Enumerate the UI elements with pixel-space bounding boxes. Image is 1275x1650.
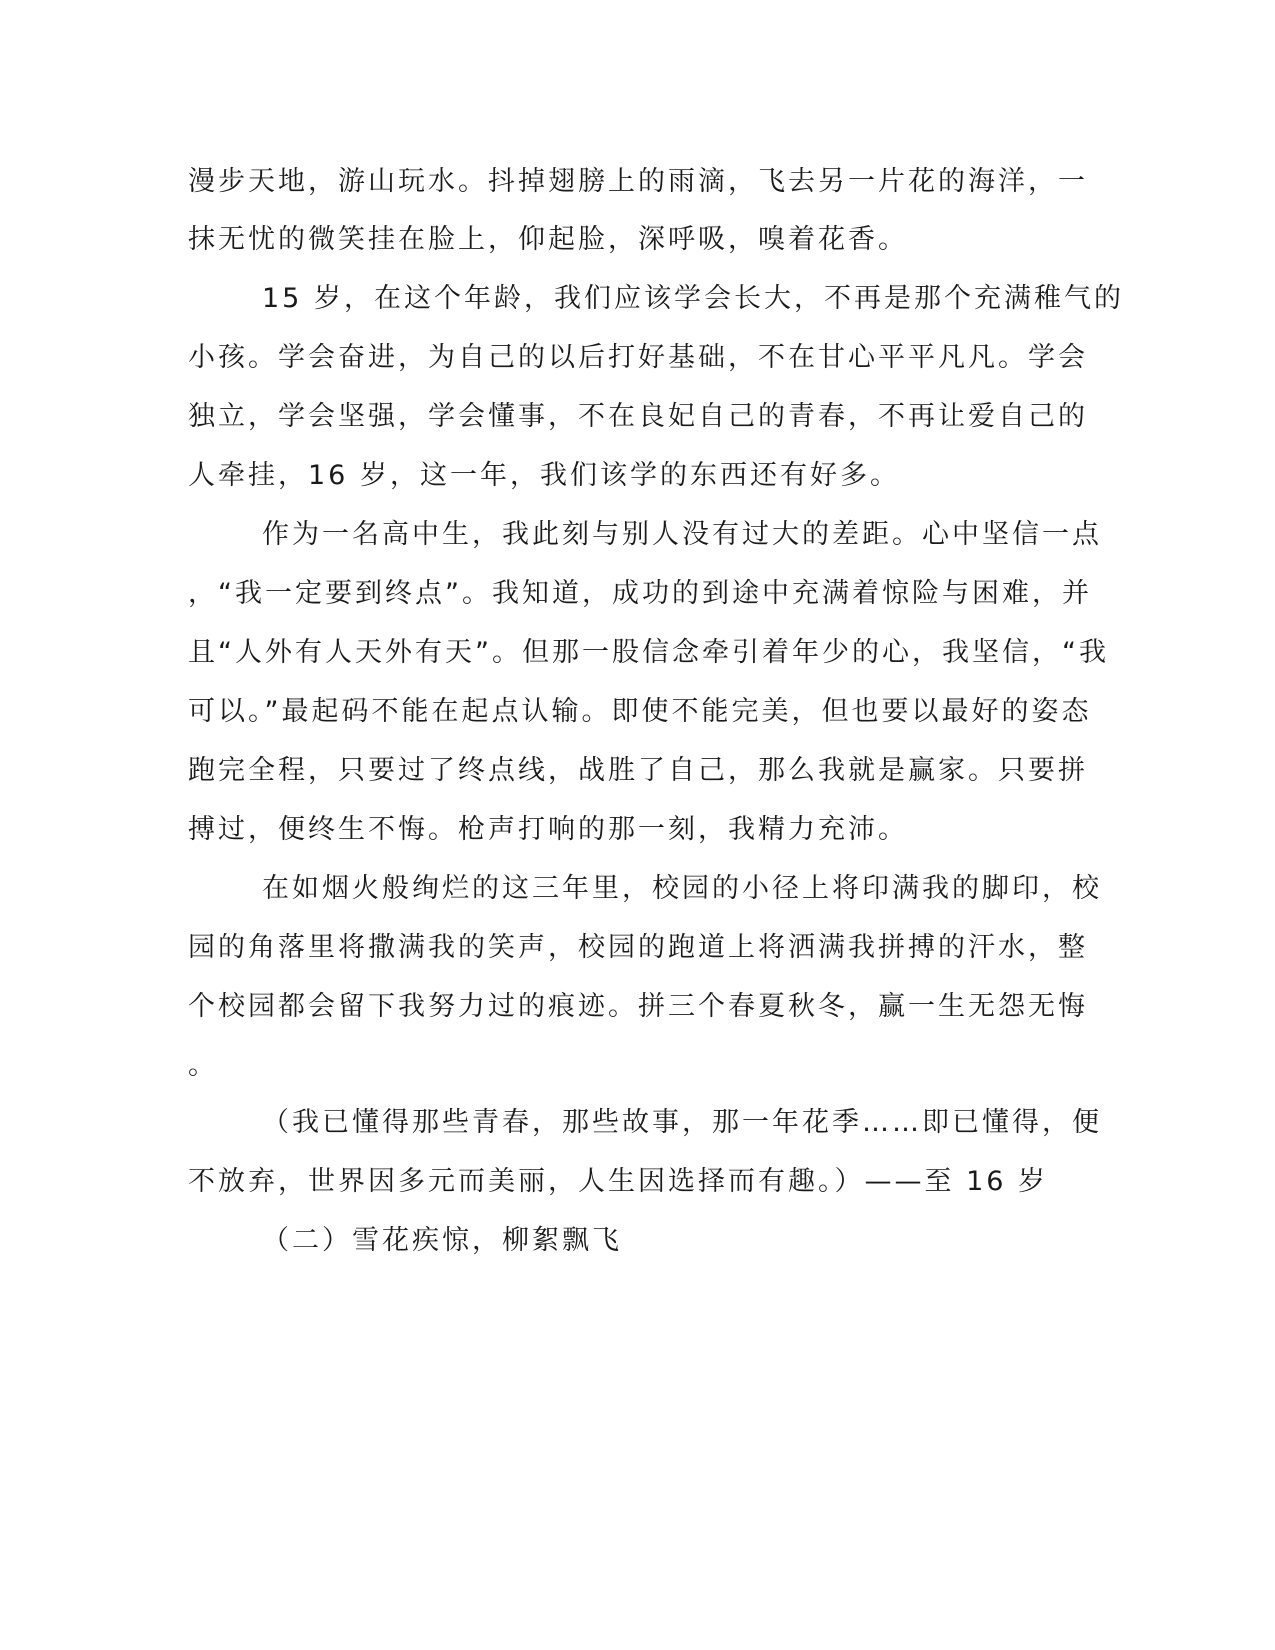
text-line: 漫步天地，游山玩水。抖掉翅膀上的雨滴，飞去另一片花的海洋，一 <box>188 166 1088 197</box>
paragraph-start: 在如烟火般绚烂的这三年里，校园的小径上将印满我的脚印，校 <box>262 873 1102 904</box>
paragraph-start: （我已懂得那些青春，那些故事，那一年花季……即已懂得，便 <box>262 1107 1102 1138</box>
paragraph-start: 作为一名高中生，我此刻与别人没有过大的差距。心中坚信一点 <box>262 519 1102 550</box>
text-line: 跑完全程，只要过了终点线，战胜了自己，那么我就是赢家。只要拼 <box>188 755 1088 786</box>
text-line: 且“人外有人天外有天”。但那一股信念牵引着年少的心，我坚信，“我 <box>188 637 1109 668</box>
text-line: 人牵挂，16 岁，这一年，我们该学的东西还有好多。 <box>188 460 900 491</box>
text-line: 不放弃，世界因多元而美丽，人生因选择而有趣。）——至 16 岁 <box>188 1166 1049 1197</box>
text-line: 独立，学会坚强，学会懂事，不在良妃自己的青春，不再让爱自己的 <box>188 401 1088 432</box>
text-line: 。 <box>188 1050 218 1081</box>
text-line: 个校园都会留下我努力过的痕迹。拼三个春夏秋冬，赢一生无怨无悔 <box>188 991 1088 1022</box>
text-line: 可以。”最起码不能在起点认输。即使不能完美，但也要以最好的姿态 <box>188 696 1092 727</box>
text-line: 小孩。学会奋进，为自己的以后打好基础，不在甘心平平凡凡。学会 <box>188 342 1088 373</box>
paragraph-start: 15 岁，在这个年龄，我们应该学会长大，不再是那个充满稚气的 <box>262 283 1124 314</box>
text-line: 园的角落里将撒满我的笑声，校园的跑道上将洒满我拼搏的汗水，整 <box>188 932 1088 963</box>
text-line: ，“我一定要到终点”。我知道，成功的到途中充满着惊险与困难，并 <box>188 578 1092 609</box>
text-line: 抹无忧的微笑挂在脸上，仰起脸，深呼吸，嗅着花香。 <box>188 224 908 255</box>
section-heading: （二）雪花疾惊，柳絮飘飞 <box>262 1225 622 1256</box>
text-line: 搏过，便终生不悔。枪声打响的那一刻，我精力充沛。 <box>188 814 908 845</box>
